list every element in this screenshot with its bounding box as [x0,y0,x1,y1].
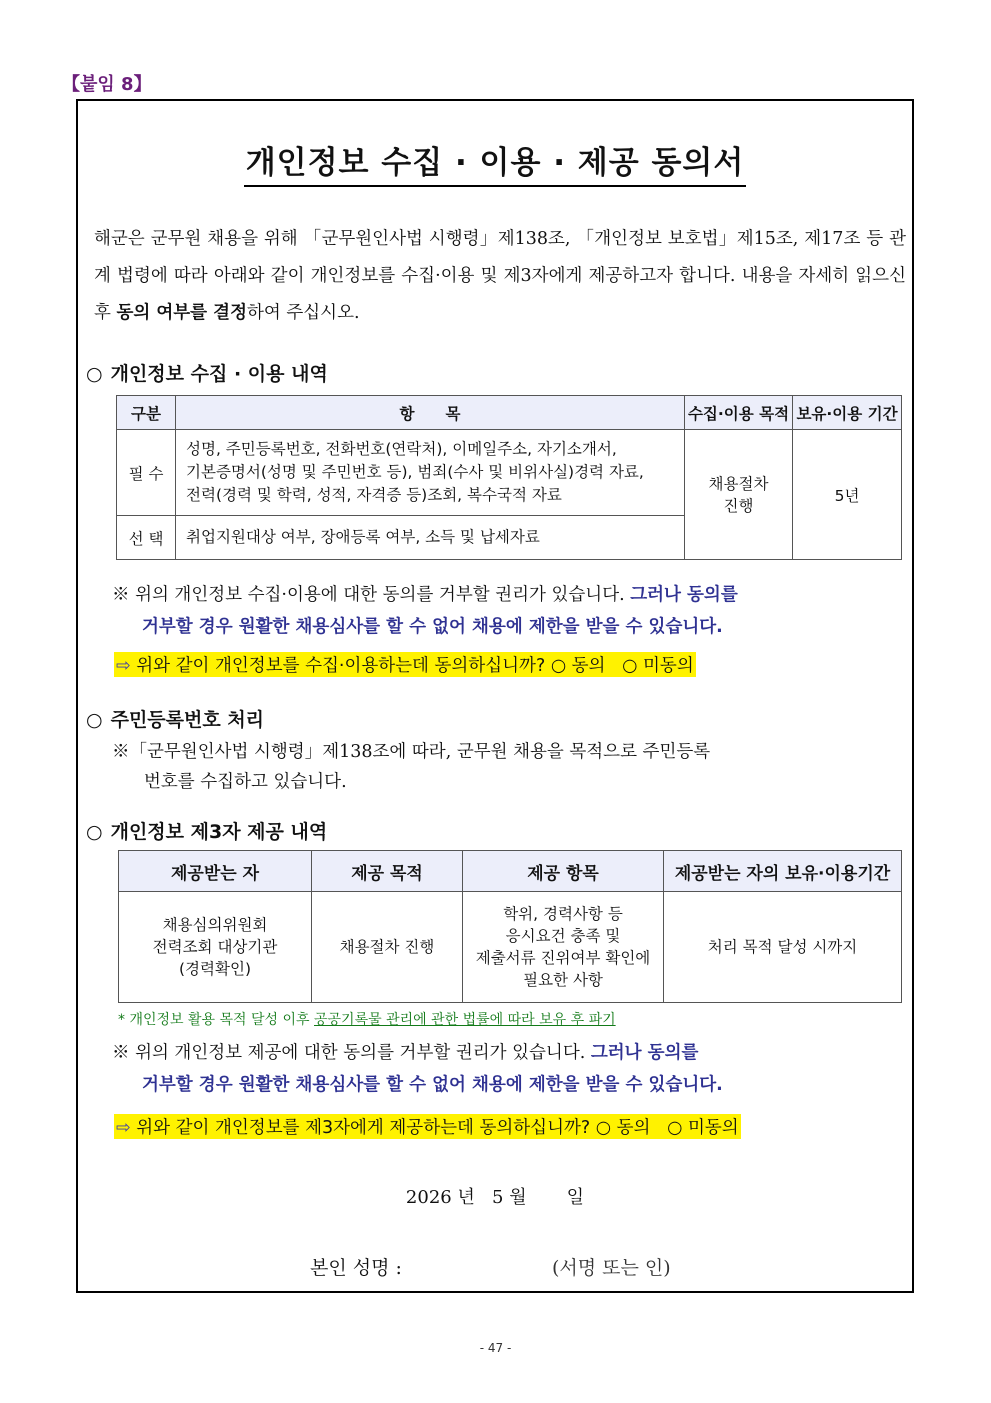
required-item-line: 전력(경력 및 학력, 성적, 자격증 등)조회, 복수국적 자료 [186,486,562,504]
col-recipient: 제공받는 자 [119,851,312,892]
question-text: 위와 같이 개인정보를 제3자에게 제공하는데 동의하십니까? [130,1118,596,1138]
rrn-notice [112,737,710,797]
collection-table [116,395,902,560]
disagree-option-1[interactable]: ○ 미동의 [622,656,694,676]
refuse-notice-bold-2: 거부할 경우 원활한 채용심사를 할 수 없어 채용에 제한을 받을 수 있습니다. [142,617,723,637]
table-row [117,430,902,516]
purpose-line: 채용절차 [708,474,769,493]
optional-label: 선 택 [117,516,176,560]
required-items [176,430,685,516]
attachment-tag: 【붙임 8】 [62,74,152,95]
refuse-notice-text: ※ 위의 개인정보 수집·이용에 대한 동의를 거부할 권리가 있습니다. [112,585,631,605]
provide-item-line: 학위, 경력사항 등 [503,905,623,923]
col-category: 구분 [117,396,176,430]
page-number: - 47 - [479,1341,512,1355]
refuse-notice-text: ※ 위의 개인정보 제공에 대한 동의를 거부할 권리가 있습니다. [112,1043,591,1063]
date-year: 2026 [405,1187,452,1208]
retention-footnote [118,1009,616,1029]
date-month-unit: 월 [509,1187,527,1208]
section2-heading-text: 주민등록번호 처리 [110,709,265,731]
disagree-option-2[interactable]: ○ 미동의 [667,1118,739,1138]
circle-bullet-icon: ○ [86,821,103,843]
recipient-line: 전력조회 대상기관 [152,938,278,956]
table-header-row [117,396,902,430]
purpose-cell [685,430,793,560]
refuse-notice-1 [112,579,738,643]
section3-heading-text: 개인정보 제3자 제공 내역 [110,821,328,843]
third-party-table [118,850,902,1003]
recipient-cell [119,892,312,1003]
intro-text-2: 하여 주십시오. [247,303,360,323]
agree-option-1[interactable]: ○ 동의 [550,656,606,676]
form-title-wrap [78,137,912,182]
intro-text-1: 해군은 군무원 채용을 위해 「군무원인사법 시행령」제138조, 「개인정보 보호법」제15조, 제17조 등 관계 법령에 따라 아래와 같이 개인정보를 수집·이용 및 제3자에게 제공하고자 합니다. 내용을 자세히 읽으신 후 [94,229,906,323]
required-item-line: 기본증명서(성명 및 주민번호 등), 범죄(수사 및 비위사실)경력 자료, [186,463,644,481]
recipient-line: 채용심의위원회 [162,916,268,934]
arrow-right-icon: ⇨ [116,656,131,676]
question-text: 위와 같이 개인정보를 수집·이용하는데 동의하십니까? [130,656,551,676]
footnote-underlined: 공공기록물 관리에 관한 법률에 따라 보유 후 파기 [314,1012,616,1028]
consent-question-1 [114,652,696,677]
col-provide-items: 제공 항목 [463,851,664,892]
intro-paragraph [94,221,906,332]
provide-purpose-cell: 채용절차 진행 [312,892,463,1003]
provide-item-line: 필요한 사항 [523,971,603,989]
date-month: 5 [492,1187,504,1208]
refuse-notice-bold-2: 거부할 경우 원활한 채용심사를 할 수 없어 채용에 제한을 받을 수 있습니다. [142,1075,723,1095]
section1-heading-text: 개인정보 수집 · 이용 내역 [110,363,328,385]
required-item-line: 성명, 주민등록번호, 전화번호(연락처), 이메일주소, 자기소개서, [186,440,617,458]
circle-bullet-icon: ○ [86,363,103,385]
col-purpose: 수집·이용 목적 [685,396,793,430]
period-cell: 5년 [793,430,902,560]
consent-question-2 [114,1114,741,1139]
consent-form [76,99,914,1293]
date-year-unit: 년 [457,1187,475,1208]
circle-bullet-icon: ○ [86,709,103,731]
date-day-unit: 일 [566,1187,585,1208]
provide-item-line: 제출서류 진위여부 확인에 [475,949,651,967]
table-row [119,892,902,1003]
arrow-right-icon: ⇨ [116,1118,131,1138]
provide-items-cell [463,892,664,1003]
retention-cell: 처리 목적 달성 시까지 [664,892,902,1003]
table-header-row [119,851,902,892]
signature-hint[interactable]: (서명 또는 인) [552,1257,671,1279]
col-retention: 제공받는 자의 보유·이용기간 [664,851,902,892]
col-items: 항 목 [176,396,685,430]
signing-date [78,1183,912,1209]
recipient-line: (경력확인) [179,960,251,978]
refuse-notice-bold: 그러나 동의를 [590,1043,699,1063]
purpose-line: 진행 [723,496,754,515]
rrn-notice-line-1: ※「군무원인사법 시행령」제138조에 따라, 군무원 채용을 목적으로 주민등록 [112,742,711,762]
rrn-notice-line-2: 번호를 수집하고 있습니다. [144,772,347,792]
section2-heading [86,705,264,732]
col-period: 보유·이용 기간 [793,396,902,430]
refuse-notice-2 [112,1037,723,1101]
section1-heading [86,359,328,386]
provide-item-line: 응시요건 충족 및 [505,927,621,945]
section3-heading [86,817,327,844]
optional-items: 취업지원대상 여부, 장애등록 여부, 소득 및 납세자료 [176,516,685,560]
required-label: 필 수 [117,430,176,516]
refuse-notice-bold: 그러나 동의를 [630,585,738,605]
form-title: 개인정보 수집 · 이용 · 제공 동의서 [244,145,747,187]
col-provide-purpose: 제공 목적 [312,851,463,892]
signature-label: 본인 성명 : [310,1257,402,1279]
agree-option-2[interactable]: ○ 동의 [595,1118,651,1138]
footnote-prefix: * 개인정보 활용 목적 달성 이후 [118,1012,314,1028]
intro-bold: 동의 여부를 결정 [116,303,247,323]
